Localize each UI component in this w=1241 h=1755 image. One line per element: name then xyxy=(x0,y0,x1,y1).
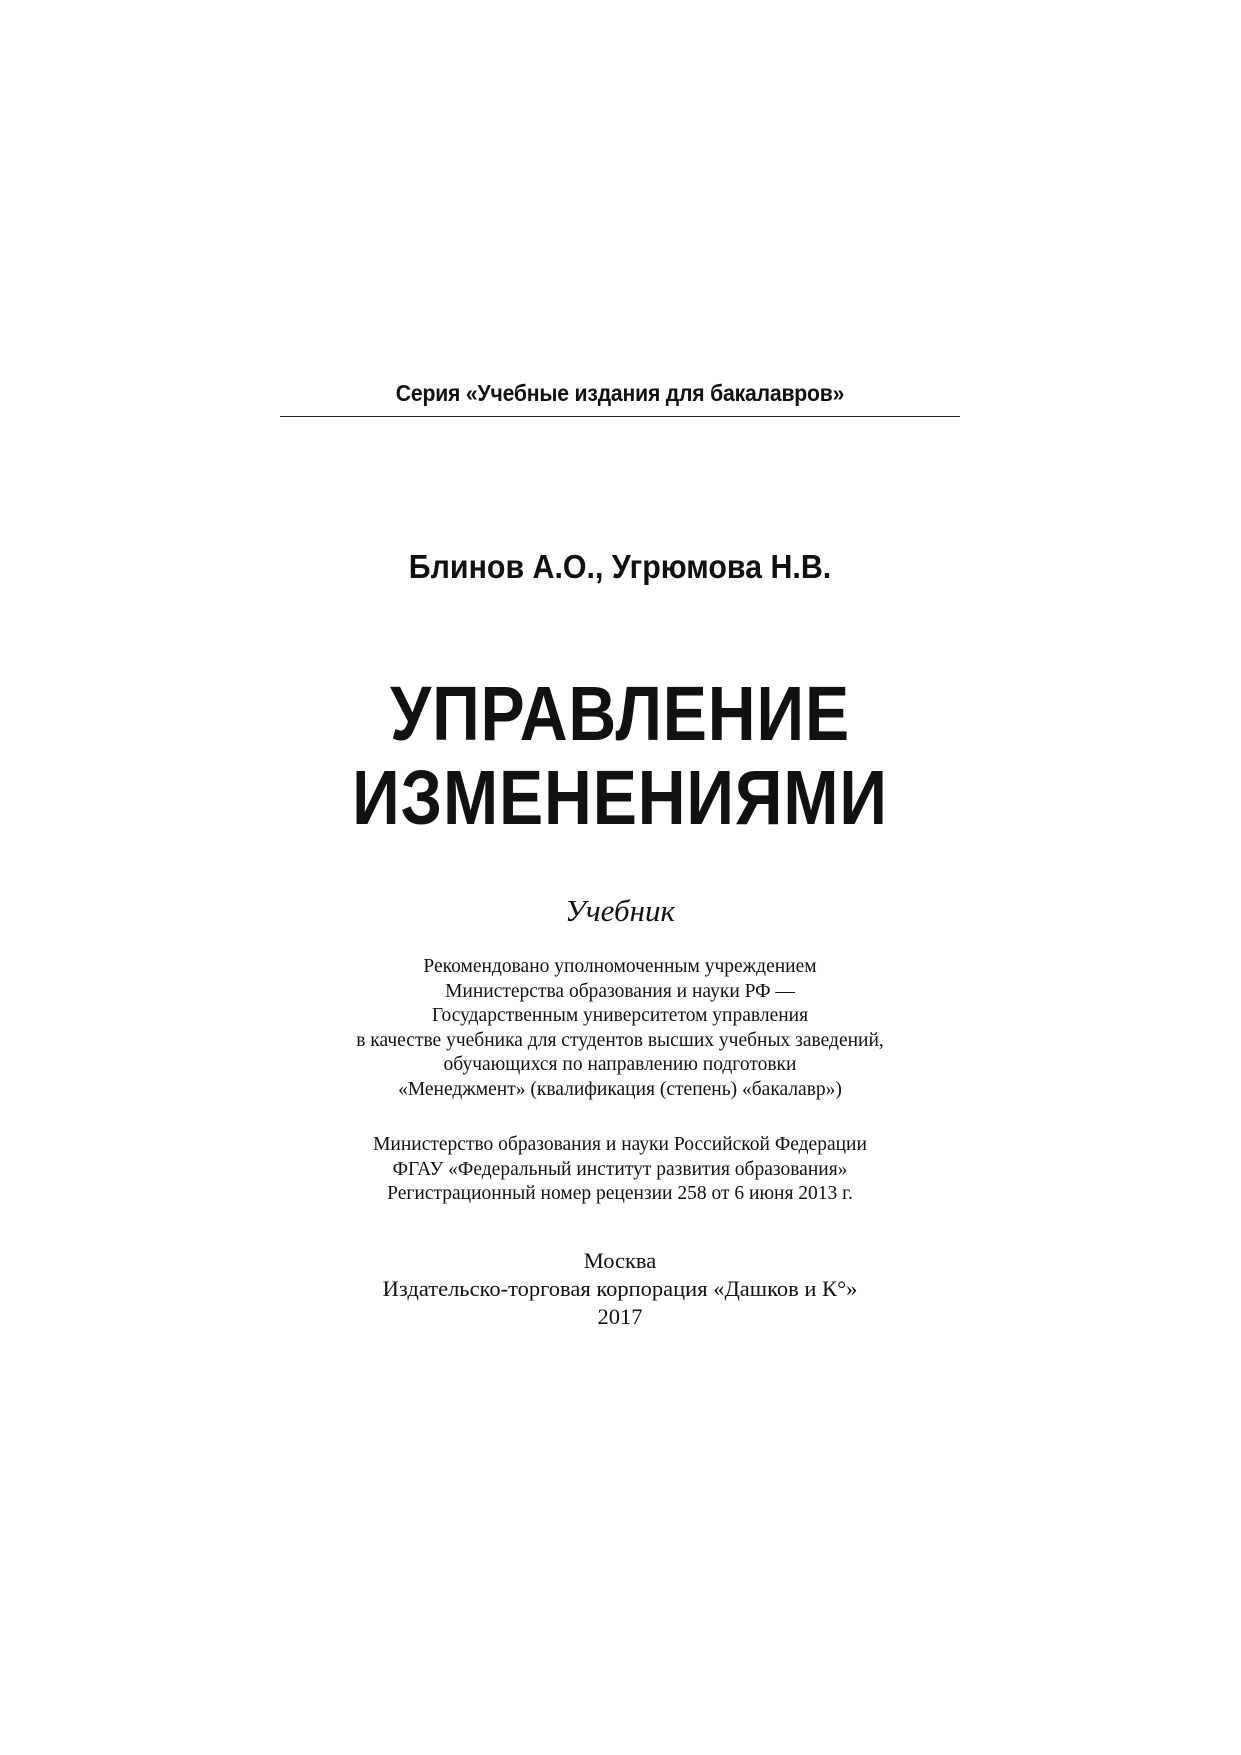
imprint-publisher: Издательско-торговая корпорация «Дашков и К°» xyxy=(382,1276,858,1301)
recommendation-block xyxy=(240,955,1000,1102)
recommendation-line: Рекомендовано уполномоченным учреждением xyxy=(423,956,817,977)
book-title xyxy=(242,672,999,840)
authors: Блинов А.О., Угрюмова Н.В. xyxy=(408,548,832,585)
ministry-block xyxy=(240,1133,1000,1207)
recommendation-line: Министерства образования и науки РФ — xyxy=(445,980,795,1002)
book-type: Учебник xyxy=(565,893,675,928)
recommendation-line: Государственным университетом управления xyxy=(431,1005,809,1026)
series-divider xyxy=(280,416,960,417)
recommendation-line: обучающихся по направлению подготовки xyxy=(443,1054,797,1075)
imprint-year: 2017 xyxy=(597,1304,643,1329)
imprint-block xyxy=(240,1247,1000,1331)
recommendation-line: «Менеджмент» (квалификация (степень) «бакалавр») xyxy=(398,1078,842,1100)
ministry-line: ФГАУ «Федеральный институт развития образования» xyxy=(392,1158,848,1180)
book-title-line-1: УПРАВЛЕНИЕ xyxy=(390,671,850,757)
book-title-line-2: ИЗМЕНЕНИЯМИ xyxy=(352,755,888,841)
imprint-city: Москва xyxy=(583,1248,657,1273)
series-name: Серия «Учебные издания для бакалавров» xyxy=(395,380,845,406)
recommendation-line: в качестве учебника для студентов высших учебных заведений, xyxy=(356,1029,884,1051)
ministry-line: Регистрационный номер рецензии 258 от 6 июня 2013 г. xyxy=(387,1183,853,1204)
ministry-line: Министерство образования и науки Российской Федерации xyxy=(373,1134,867,1155)
